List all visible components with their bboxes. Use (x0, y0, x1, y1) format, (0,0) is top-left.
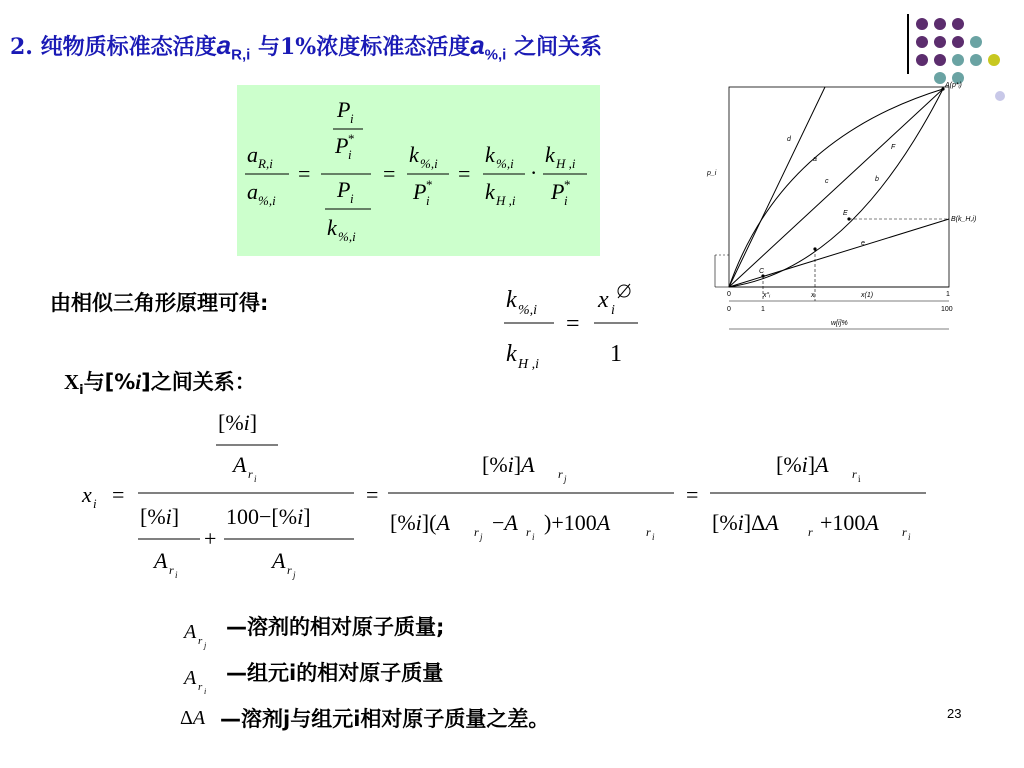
svg-text:%,i: %,i (338, 229, 356, 244)
svg-text:a: a (247, 142, 258, 167)
svg-text:r: r (287, 563, 292, 577)
svg-text:i: i (858, 474, 861, 484)
svg-text:[%i]: [%i] (140, 504, 180, 529)
svg-text:e: e (861, 240, 865, 247)
svg-text:k: k (485, 179, 495, 204)
svg-text:r: r (474, 525, 479, 539)
svg-text:x: x (82, 482, 92, 507)
svg-text:ΔA: ΔA (180, 707, 206, 729)
svg-text:P: P (413, 179, 427, 204)
svg-text:k: k (485, 142, 495, 167)
page-number: 23 (947, 706, 962, 721)
svg-text:c: c (825, 178, 829, 185)
svg-text:i: i (348, 147, 352, 162)
svg-text:i: i (350, 191, 354, 206)
slide-title: 2. 纯物质标准态活度$a_{R,i}$ 与1%浓度标准态活度$a_{\%,i}$ 之间关系 (10, 30, 603, 64)
svg-text:A: A (184, 621, 197, 643)
svg-text:1: 1 (761, 306, 765, 313)
svg-text:r: r (169, 563, 174, 577)
svg-text:A: A (184, 667, 197, 689)
svg-text:[%i]: [%i] (218, 410, 258, 435)
svg-text:P: P (337, 97, 351, 122)
svg-text:[%i](A: [%i](A (390, 510, 450, 535)
svg-text:i: i (350, 111, 354, 126)
svg-text:i: i (204, 687, 207, 696)
svg-text:=: = (686, 482, 699, 507)
svg-text:%,i: %,i (496, 156, 514, 171)
svg-text:k: k (506, 287, 517, 313)
svg-text:F: F (891, 144, 896, 151)
svg-text:[%i]A: [%i]A (482, 452, 535, 477)
svg-text:p_i: p_i (707, 170, 717, 177)
svg-text:r: r (852, 467, 857, 481)
vapor-pressure-diagram (701, 79, 977, 354)
svg-text:−A: −A (492, 510, 518, 535)
svg-text:P: P (335, 133, 349, 158)
svg-text:H ,i: H ,i (518, 357, 539, 372)
svg-text:B(k_H,i): B(k_H,i) (951, 216, 977, 223)
svg-text:=: = (112, 482, 125, 507)
svg-text:a: a (247, 179, 258, 204)
svg-text:r: r (902, 525, 907, 539)
similar-triangle-formula (500, 277, 650, 377)
svg-text:i: i (652, 532, 655, 542)
svg-text:i: i (254, 474, 257, 484)
svg-text:i: i (532, 532, 535, 542)
svg-text:P: P (551, 179, 565, 204)
svg-text:A: A (154, 548, 168, 573)
svg-text:+: + (204, 526, 217, 551)
svg-text:i: i (611, 303, 615, 318)
svg-text:1: 1 (946, 291, 950, 298)
svg-text:r: r (646, 525, 651, 539)
svg-text:i: i (908, 532, 911, 542)
svg-text:=: = (566, 311, 580, 337)
svg-text:R,i: R,i (258, 156, 273, 171)
svg-text:0: 0 (727, 306, 731, 313)
mole-fraction-formula (78, 400, 938, 600)
svg-text:=: = (383, 161, 396, 186)
svg-text:x: x (598, 287, 609, 313)
similar-triangle-label: 由相似三角形原理可得: (50, 291, 269, 315)
svg-text:k: k (545, 142, 555, 167)
svg-text:*: * (426, 177, 433, 192)
svg-text:)+100A: )+100A (544, 510, 611, 535)
svg-text:[%i]ΔA: [%i]ΔA (712, 510, 779, 535)
svg-text:=: = (458, 161, 471, 186)
svg-text:%,i: %,i (258, 193, 276, 208)
activity-ratio-formula (237, 85, 600, 256)
svg-text:=: = (366, 482, 379, 507)
svg-text:*: * (348, 131, 355, 146)
svg-text:P: P (337, 177, 351, 202)
svg-text:a: a (813, 156, 817, 163)
svg-text:A: A (272, 548, 286, 573)
svg-text:*: * (564, 177, 571, 192)
svg-text:H ,i: H ,i (556, 156, 576, 171)
svg-text:0: 0 (727, 291, 731, 298)
svg-text:100−[%i]: 100−[%i] (226, 504, 311, 529)
relation-label: $X_i$与[%i]之间关系： (64, 370, 256, 399)
svg-text:i: i (175, 570, 178, 580)
svg-text:w[i]%: w[i]% (831, 320, 848, 327)
svg-text:r: r (526, 525, 531, 539)
svg-text:d: d (787, 136, 791, 143)
svg-text:=: = (298, 161, 311, 186)
svg-text:r: r (248, 467, 253, 481)
svg-text:k: k (506, 341, 517, 367)
svg-text:[%i]A: [%i]A (776, 452, 829, 477)
svg-text:%,i: %,i (420, 156, 438, 171)
svg-text:j: j (480, 532, 483, 542)
svg-text:i: i (564, 193, 568, 208)
svg-text:k: k (409, 142, 419, 167)
svg-text:r: r (808, 525, 813, 539)
svg-text:i: i (93, 496, 97, 511)
svg-text:r: r (198, 681, 203, 693)
svg-text:i: i (426, 193, 430, 208)
legend-item-solvent: —溶剂的相对原子质量; (226, 615, 445, 639)
svg-text:1: 1 (610, 341, 622, 367)
svg-text:E: E (843, 210, 848, 217)
svg-text:xᵢ: xᵢ (811, 292, 816, 299)
svg-text:j: j (564, 474, 567, 484)
svg-text:x(1): x(1) (861, 292, 874, 299)
legend-item-difference: —溶剂j与组元i相对原子质量之差。 (220, 707, 550, 731)
svg-text:r: r (198, 635, 203, 647)
svg-text:r: r (558, 467, 563, 481)
svg-text:k: k (327, 215, 337, 240)
svg-text:100: 100 (941, 306, 953, 313)
title-divider (907, 14, 909, 74)
svg-text:+100A: +100A (820, 510, 879, 535)
svg-text:b: b (875, 176, 879, 183)
svg-text:·: · (530, 160, 538, 185)
svg-text:A(p*ᵢ): A(p*ᵢ) (945, 82, 962, 89)
legend-item-component: —组元i的相对原子质量 (226, 661, 444, 685)
svg-text:A: A (233, 452, 247, 477)
svg-text:H ,i: H ,i (496, 193, 516, 208)
svg-text:%,i: %,i (518, 303, 538, 318)
svg-text:j: j (293, 570, 296, 580)
svg-text:j: j (204, 641, 207, 650)
svg-text:C: C (759, 268, 765, 275)
svg-text:x°ᵢ: x°ᵢ (763, 292, 771, 299)
